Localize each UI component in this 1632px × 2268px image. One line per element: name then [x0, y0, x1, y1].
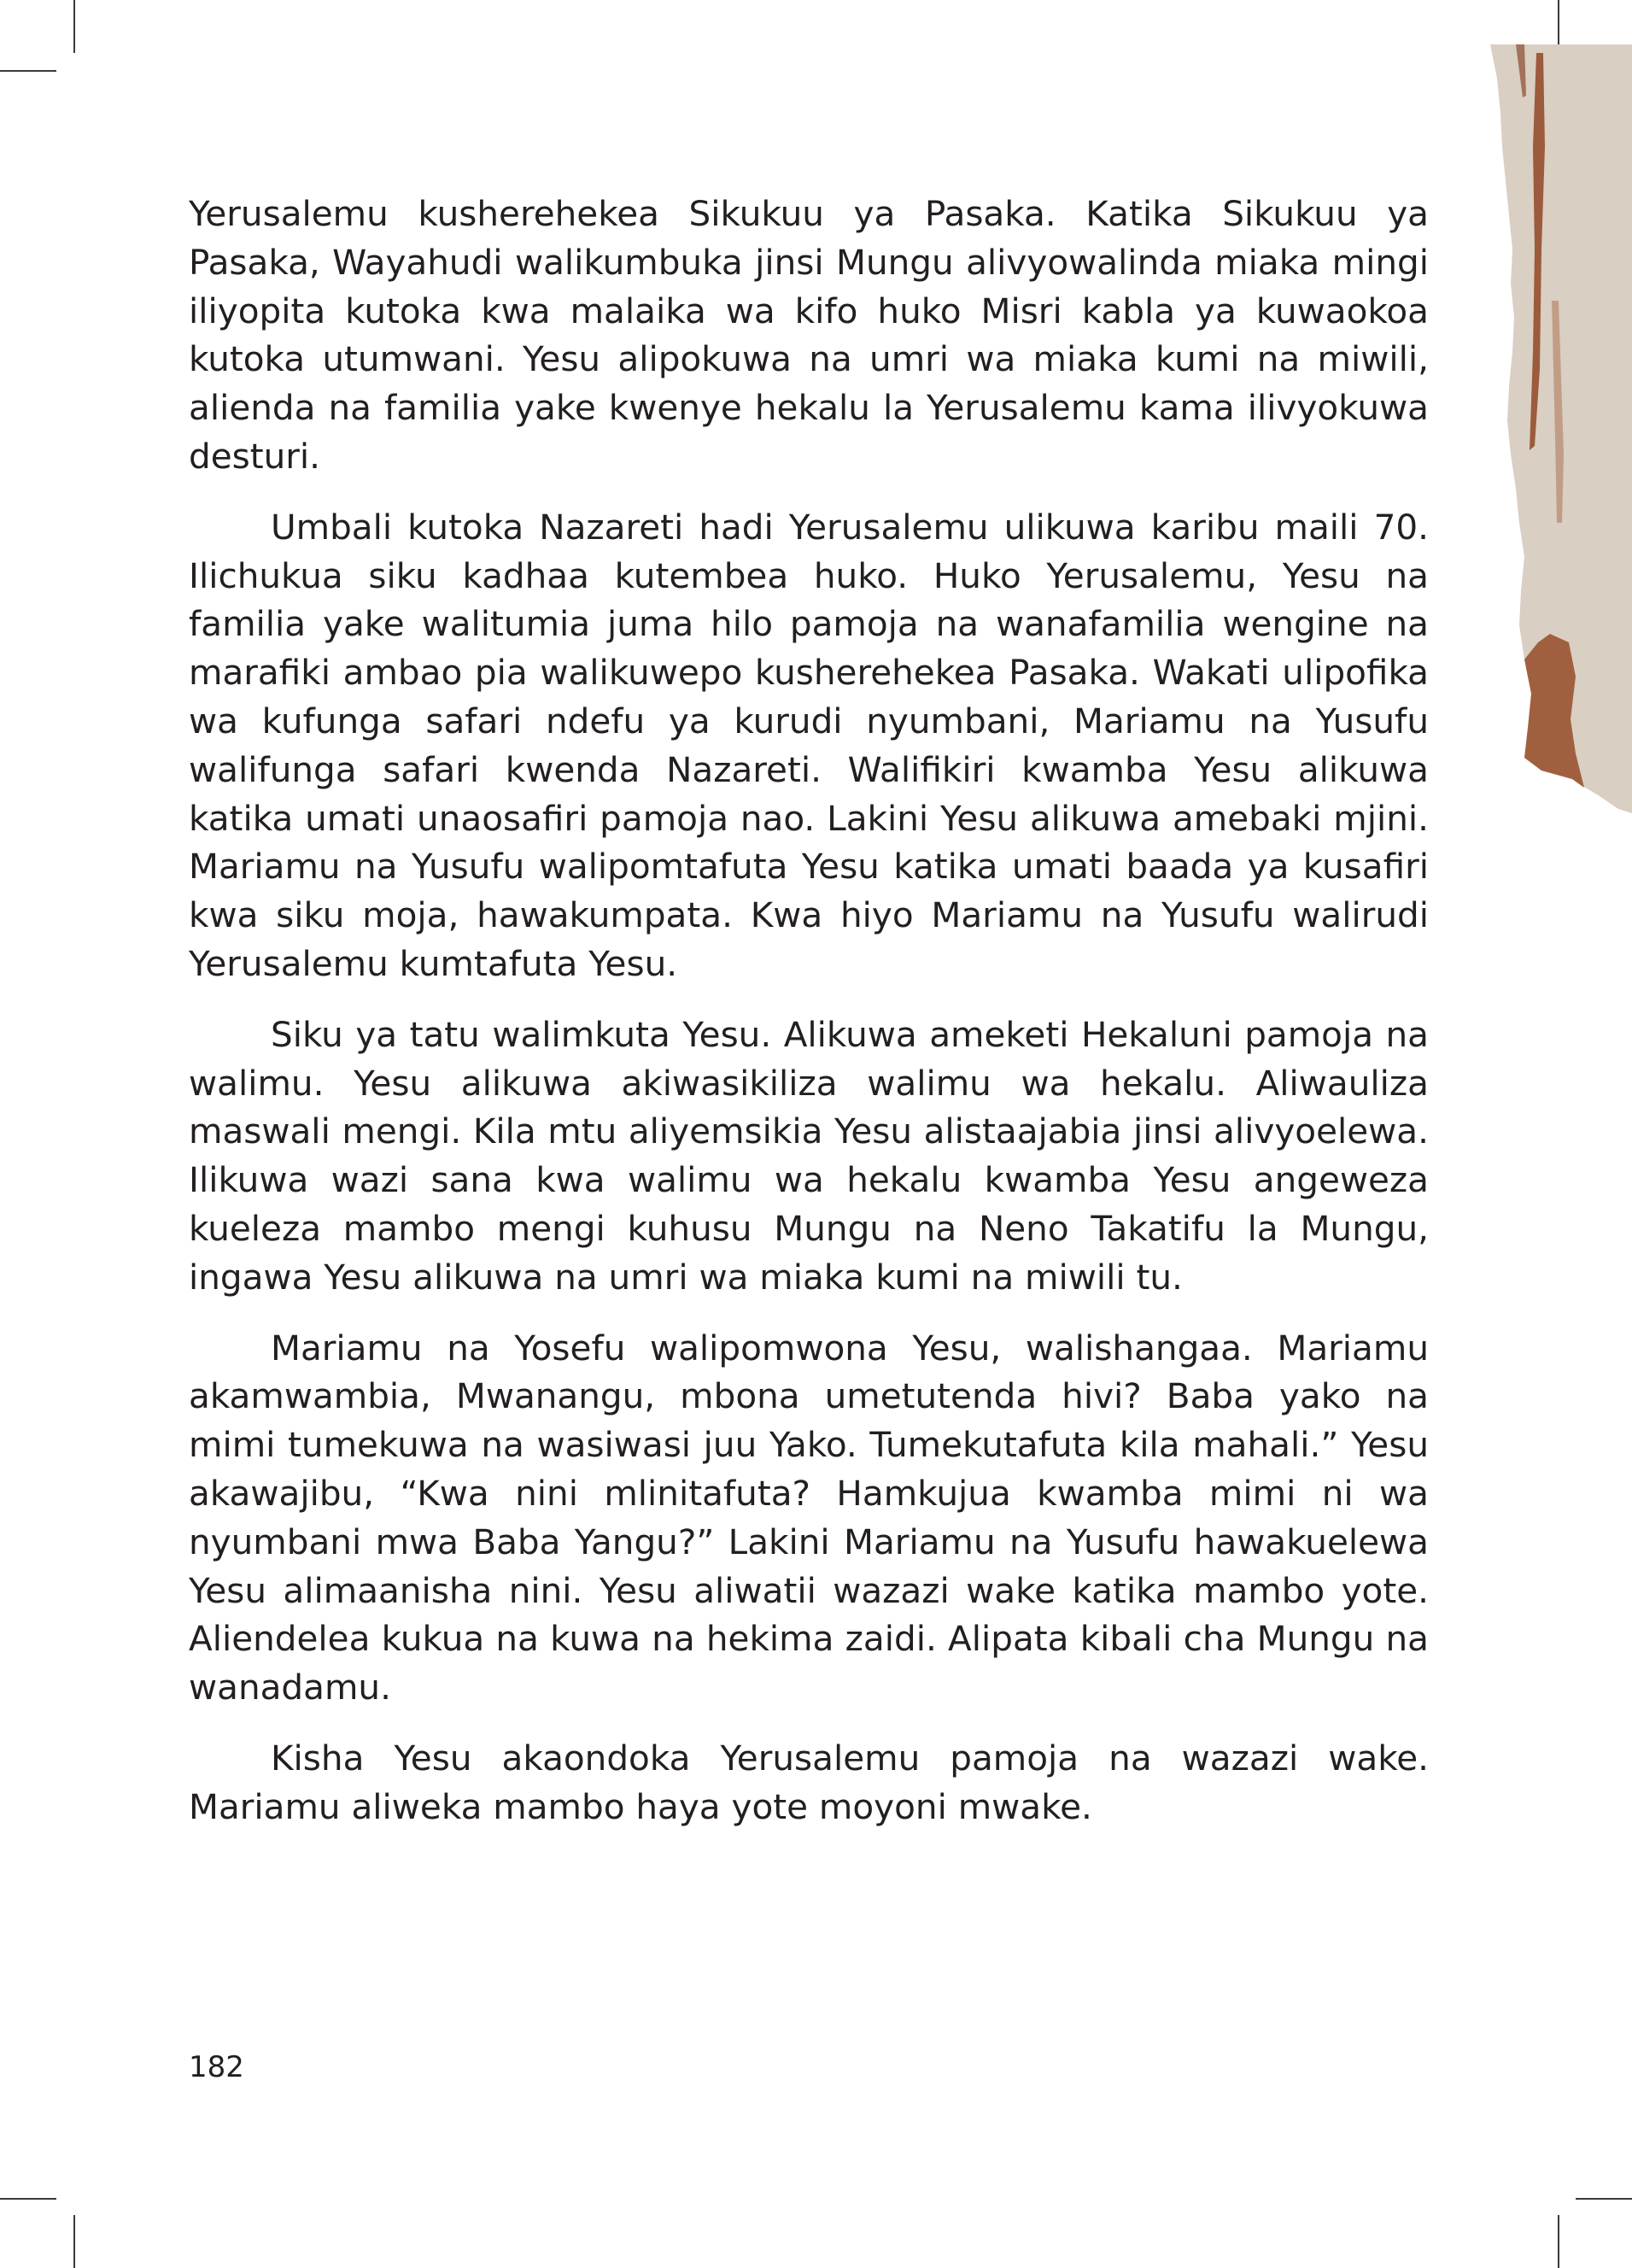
crop-mark-bottom-left-h	[0, 2198, 56, 2200]
body-text	[189, 190, 1429, 1854]
bark-decoration	[1490, 44, 1632, 813]
crop-mark-bottom-left-v	[73, 2215, 75, 2268]
paragraph-1: Yerusalemu kusherehekea Sikukuu ya Pasaka. Katika Sikukuu ya Pasaka, Wayahudi walikumbuka jinsi Mungu alivyowalinda miaka mingi iliyopita kutoka kwa malaika wa kifo huko Misri kabla ya kuwaokoa kutoka utumwani. Yesu alipokuwa na umri wa miaka kumi na miwili, alienda na familia yake kwenye hekalu la Yerusalemu kama ilivyokuwa desturi.	[189, 193, 1429, 477]
crop-mark-top-left-v	[73, 0, 75, 53]
crop-mark-top-left-h	[0, 70, 56, 72]
crop-mark-bottom-right-v	[1558, 2215, 1559, 2268]
paragraph-5: Kisha Yesu akaondoka Yerusalemu pamoja na wazazi wake. Mariamu aliweka mambo haya yote moyoni mwake.	[189, 1737, 1429, 1827]
paragraph-3: Siku ya tatu walimkuta Yesu. Alikuwa ameketi Hekaluni pamoja na walimu. Yesu alikuwa akiwasikiliza walimu wa hekalu. Aliwauliza maswali mengi. Kila mtu aliyemsikia Yesu alistaajabia jinsi alivyoelewa. Ilikuwa wazi sana kwa walimu wa hekalu kwamba Yesu angeweza kueleza mambo mengi kuhusu Mungu na Neno Takatifu la Mungu, ingawa Yesu alikuwa na umri wa miaka kumi na miwili tu.	[189, 1013, 1429, 1298]
paragraph-4: Mariamu na Yosefu walipomwona Yesu, walishangaa. Mariamu akamwambia, Mwanangu, mbona umetutenda hivi? Baba yako na mimi tumekuwa na wasiwasi juu Yako. Tumekutafuta kila mahali.” Yesu akawajibu, “Kwa nini mlinitafuta? Hamkujua kwamba mimi ni wa nyumbani mwa Baba Yangu?” Lakini Mariamu na Yusufu hawakuelewa Yesu alimaanisha nini. Yesu aliwatii wazazi wake katika mambo yote. Aliendelea kukua na kuwa na hekima zaidi. Alipata kibali cha Mungu na wanadamu.	[189, 1327, 1429, 1708]
crop-mark-bottom-right-h	[1576, 2198, 1632, 2200]
page-number: 182	[189, 2050, 244, 2084]
paragraph-2: Umbali kutoka Nazareti hadi Yerusalemu ulikuwa karibu maili 70. Ilichukua siku kadhaa kutembea huko. Huko Yerusalemu, Yesu na familia yake walitumia juma hilo pamoja na wanafamilia wengine na marafiki ambao pia walikuwepo kusherehekea Pasaka. Wakati ulipofika wa kufunga safari ndefu ya kurudi nyumbani, Mariamu na Yusufu walifunga safari kwenda Nazareti. Walifikiri kwamba Yesu alikuwa katika umati unaosafiri pamoja nao. Lakini Yesu alikuwa amebaki mjini. Mariamu na Yusufu walipomtafuta Yesu katika umati baada ya kusafiri kwa siku moja, hawakumpata. Kwa hiyo Mariamu na Yusufu walirudi Yerusalemu kumtafuta Yesu.	[189, 506, 1429, 984]
